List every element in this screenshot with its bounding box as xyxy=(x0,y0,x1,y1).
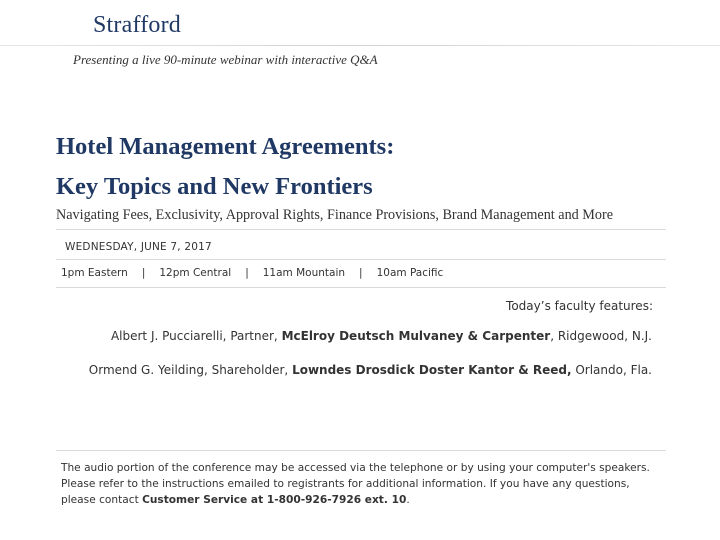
footer-text: The audio portion of the conference may be accessed via the telephone or by using your computer's speakers. Please refer to the instructions emailed to registrants for additional information. If you have any questions, please contact xyxy=(61,462,650,506)
divider xyxy=(56,287,666,288)
strafford-logo: Strafford xyxy=(93,12,182,38)
title-line-2: Key Topics and New Frontiers xyxy=(56,173,373,200)
divider xyxy=(56,259,666,260)
time-separator: | xyxy=(141,267,146,279)
webinar-date: WEDNESDAY, JUNE 7, 2017 xyxy=(65,241,212,253)
time-pacific: 10am Pacific xyxy=(376,267,444,279)
footer-note xyxy=(61,460,661,508)
faculty-member xyxy=(111,329,652,343)
faculty-firm: Lowndes Drosdick Doster Kantor & Reed, xyxy=(292,363,572,377)
divider xyxy=(56,229,666,230)
customer-service-contact: Customer Service at 1-800-926-7926 ext. 10 xyxy=(142,494,407,506)
faculty-name-role: Ormend G. Yeilding, Shareholder, xyxy=(88,363,293,377)
faculty-firm: McElroy Deutsch Mulvaney & Carpenter xyxy=(281,329,551,343)
faculty-heading: Today’s faculty features: xyxy=(506,299,653,313)
time-eastern: 1pm Eastern xyxy=(61,267,128,279)
time-central: 12pm Central xyxy=(159,267,232,279)
title-line-1: Hotel Management Agreements: xyxy=(56,133,395,160)
header-divider xyxy=(0,45,720,46)
faculty-location: , Ridgewood, N.J. xyxy=(550,329,652,343)
tagline: Presenting a live 90-minute webinar with interactive Q&A xyxy=(73,52,378,67)
time-mountain: 11am Mountain xyxy=(262,267,346,279)
subtitle: Navigating Fees, Exclusivity, Approval Rights, Finance Provisions, Brand Management and More xyxy=(56,207,614,223)
time-separator: | xyxy=(359,267,363,279)
webinar-times xyxy=(61,267,443,279)
faculty-name-role: Albert J. Pucciarelli, Partner, xyxy=(110,329,282,343)
time-separator: | xyxy=(245,267,249,279)
faculty-location: Orlando, Fla. xyxy=(571,363,652,377)
footer-end: . xyxy=(406,494,410,506)
footer-divider xyxy=(56,450,666,451)
faculty-member xyxy=(89,363,652,377)
